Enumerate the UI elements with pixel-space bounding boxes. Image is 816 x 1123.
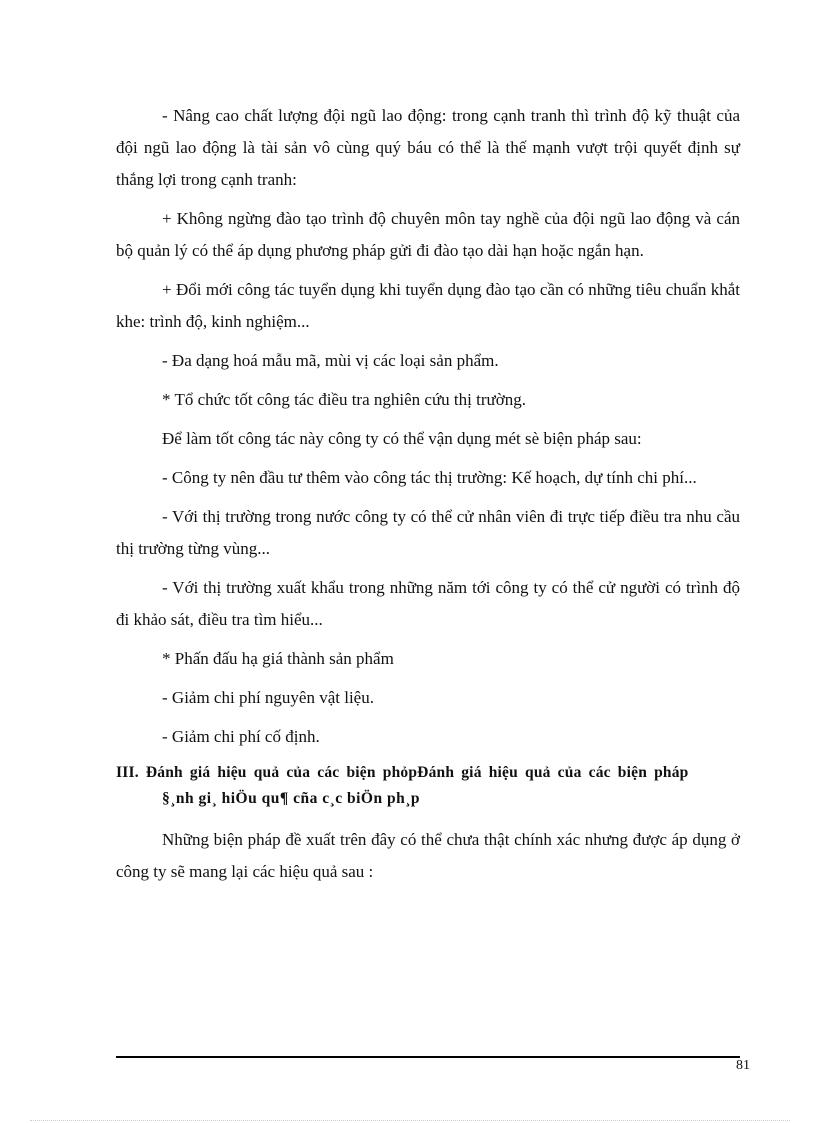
paragraph-product-diversity: - Đa dạng hoá mẫu mã, mùi vị các loại sản phẩm. [162,351,499,370]
paragraph-closing: Những biện pháp đề xuất trên đây có thể chưa thật chính xác nhưng được áp dụng ở công ty sẽ mang lại các hiệu quả sau : [116,830,740,881]
section-heading: III. Đánh giá hiệu quả của các biện phỏpĐánh giá hiệu quả của các biện pháp [116,764,689,781]
paragraph-workforce-quality: - Nâng cao chất lượng đội ngũ lao động: trong cạnh tranh thì trình độ kỹ thuật của đội ngũ lao động là tài sản vô cùng quý báu có thể là thế mạnh vượt trội quyết định sự thắng lợi trong cạnh tranh: [116,106,740,189]
paragraph-domestic-market: - Với thị trường trong nước công ty có thể cử nhân viên đi trực tiếp điều tra nhu cầu thị trường từng vùng... [116,507,740,558]
paragraph-measures-intro: Để làm tốt công tác này công ty có thể vận dụng mét sè biện pháp sau: [162,429,642,448]
page-body [116,100,740,895]
paragraph-material-cost: - Giảm chi phí nguyên vật liệu. [162,688,374,707]
paragraph-cost-reduction: * Phấn đấu hạ giá thành sản phẩm [162,649,394,668]
paragraph-fixed-cost: - Giảm chi phí cố định. [162,727,320,746]
page-bottom-dotted-border [30,1120,790,1121]
page-number: 81 [736,1058,750,1073]
paragraph-recruitment: + Đổi mới công tác tuyển dụng khi tuyển dụng đào tạo cần có những tiêu chuẩn khắt khe: trình độ, kinh nghiệm... [116,280,740,331]
paragraph-market-research: * Tổ chức tốt công tác điều tra nghiên cứu thị trường. [162,390,526,409]
footer-rule [116,1056,740,1058]
paragraph-market-investment: - Công ty nên đầu tư thêm vào công tác thị trường: Kế hoạch, dự tính chi phí... [162,468,697,487]
paragraph-export-market: - Với thị trường xuất khẩu trong những năm tới công ty có thể cử người có trình độ đi khảo sát, điều tra tìm hiểu... [116,578,740,629]
paragraph-training: + Không ngừng đào tạo trình độ chuyên môn tay nghề của đội ngũ lao động và cán bộ quản lý có thể áp dụng phương pháp gửi đi đào tạo dài hạn hoặc ngắn hạn. [116,209,740,260]
section-heading-encoded: §¸nh gi¸ hiÖu qu¶ cña c¸c biÖn ph¸p [162,790,421,807]
